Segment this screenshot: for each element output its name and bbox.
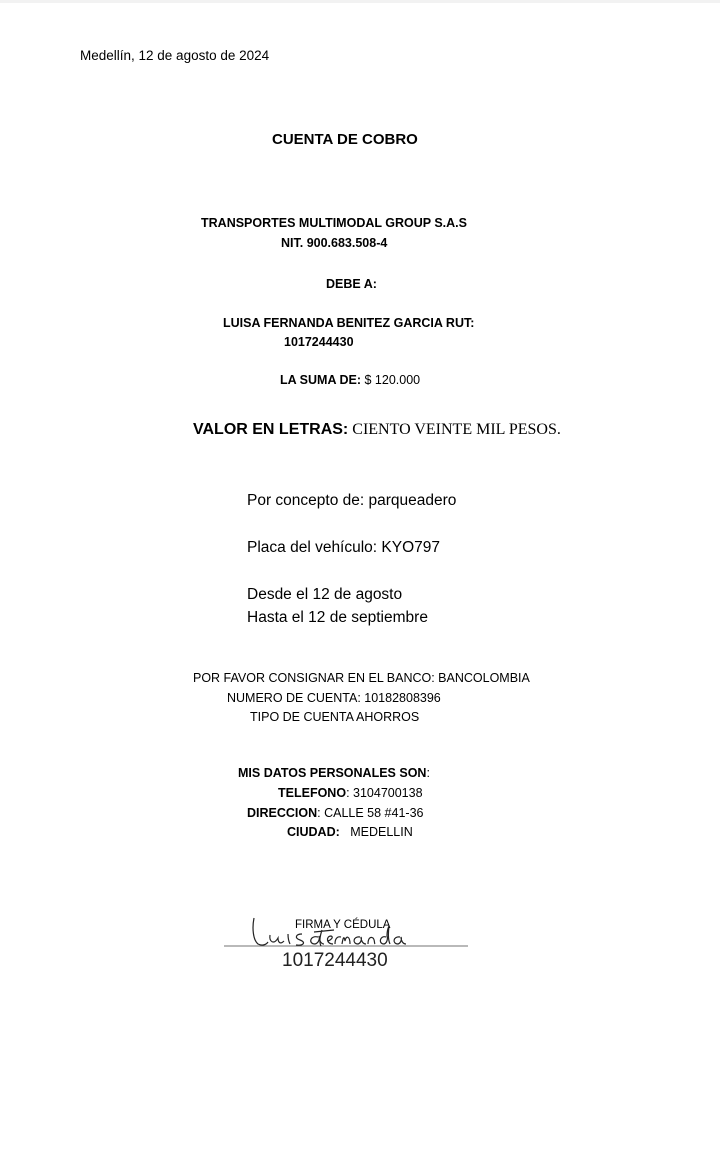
telefono-line — [278, 785, 423, 801]
datos-header — [238, 765, 430, 781]
banco-line-3: TIPO DE CUENTA AHORROS — [250, 710, 420, 724]
signature-stroke-a3 — [394, 937, 406, 944]
signature-stroke-s — [296, 934, 303, 945]
company-nit: NIT. 900.683.508-4 — [281, 236, 388, 250]
signature-number: 1017244430 — [282, 950, 388, 970]
signature-stroke-e — [327, 936, 333, 944]
company-name: TRANSPORTES MULTIMODAL GROUP S.A.S — [201, 216, 467, 230]
ciudad-line — [287, 824, 413, 840]
direccion-label: DIRECCION — [247, 806, 318, 820]
placa-line: Placa del vehículo: KYO797 — [247, 539, 441, 556]
beneficiary-name: LUISA FERNANDA BENITEZ GARCIA RUT: — [223, 316, 475, 330]
signature-stroke-a — [311, 936, 324, 944]
desde-line: Desde el 12 de agosto — [247, 586, 403, 603]
suma-value: $ 120.000 — [361, 373, 421, 387]
debe-a-label: DEBE A: — [326, 277, 377, 291]
ciudad-label: CIUDAD: — [287, 825, 340, 839]
suma-label: LA SUMA DE: — [280, 373, 362, 387]
signature-stroke-i — [288, 934, 290, 944]
hasta-line: Hasta el 12 de septiembre — [247, 609, 428, 626]
firma-label: FIRMA Y CÉDULA — [295, 919, 391, 931]
date-line: Medellín, 12 de agosto de 2024 — [80, 48, 270, 63]
signature-stroke-u — [270, 935, 284, 943]
beneficiary-rut: 1017244430 — [284, 335, 354, 349]
valor-letras-label: VALOR EN LETRAS: — [193, 421, 349, 438]
banco-line-1: POR FAVOR CONSIGNAR EN EL BANCO: BANCOLOMBIA — [193, 671, 530, 685]
direccion-line — [247, 805, 423, 821]
datos-header-colon: : — [426, 766, 430, 780]
telefono-value: : 3104700138 — [346, 786, 423, 800]
signature-stroke-r — [335, 937, 341, 944]
signature-stroke-n — [368, 937, 375, 944]
valor-letras-line — [193, 420, 561, 440]
valor-letras-value: CIENTO VEINTE MIL PESOS. — [348, 421, 561, 438]
document-title: CUENTA DE COBRO — [272, 131, 418, 148]
signature-stroke-l — [253, 918, 268, 945]
signature-stroke-d — [380, 926, 390, 944]
direccion-value: : CALLE 58 #41-36 — [317, 806, 424, 820]
banco-line-2: NUMERO DE CUENTA: 10182808396 — [227, 691, 441, 705]
top-border — [0, 0, 720, 3]
ciudad-value: MEDELLIN — [339, 825, 413, 839]
signature-stroke-a2 — [354, 937, 366, 944]
signature-stroke-m — [342, 937, 350, 944]
telefono-label: TELEFONO — [278, 786, 347, 800]
datos-header-label: MIS DATOS PERSONALES SON — [238, 766, 427, 780]
suma-line — [280, 372, 420, 388]
concepto-line: Por concepto de: parqueadero — [247, 492, 457, 509]
handwritten-signature — [222, 910, 472, 970]
